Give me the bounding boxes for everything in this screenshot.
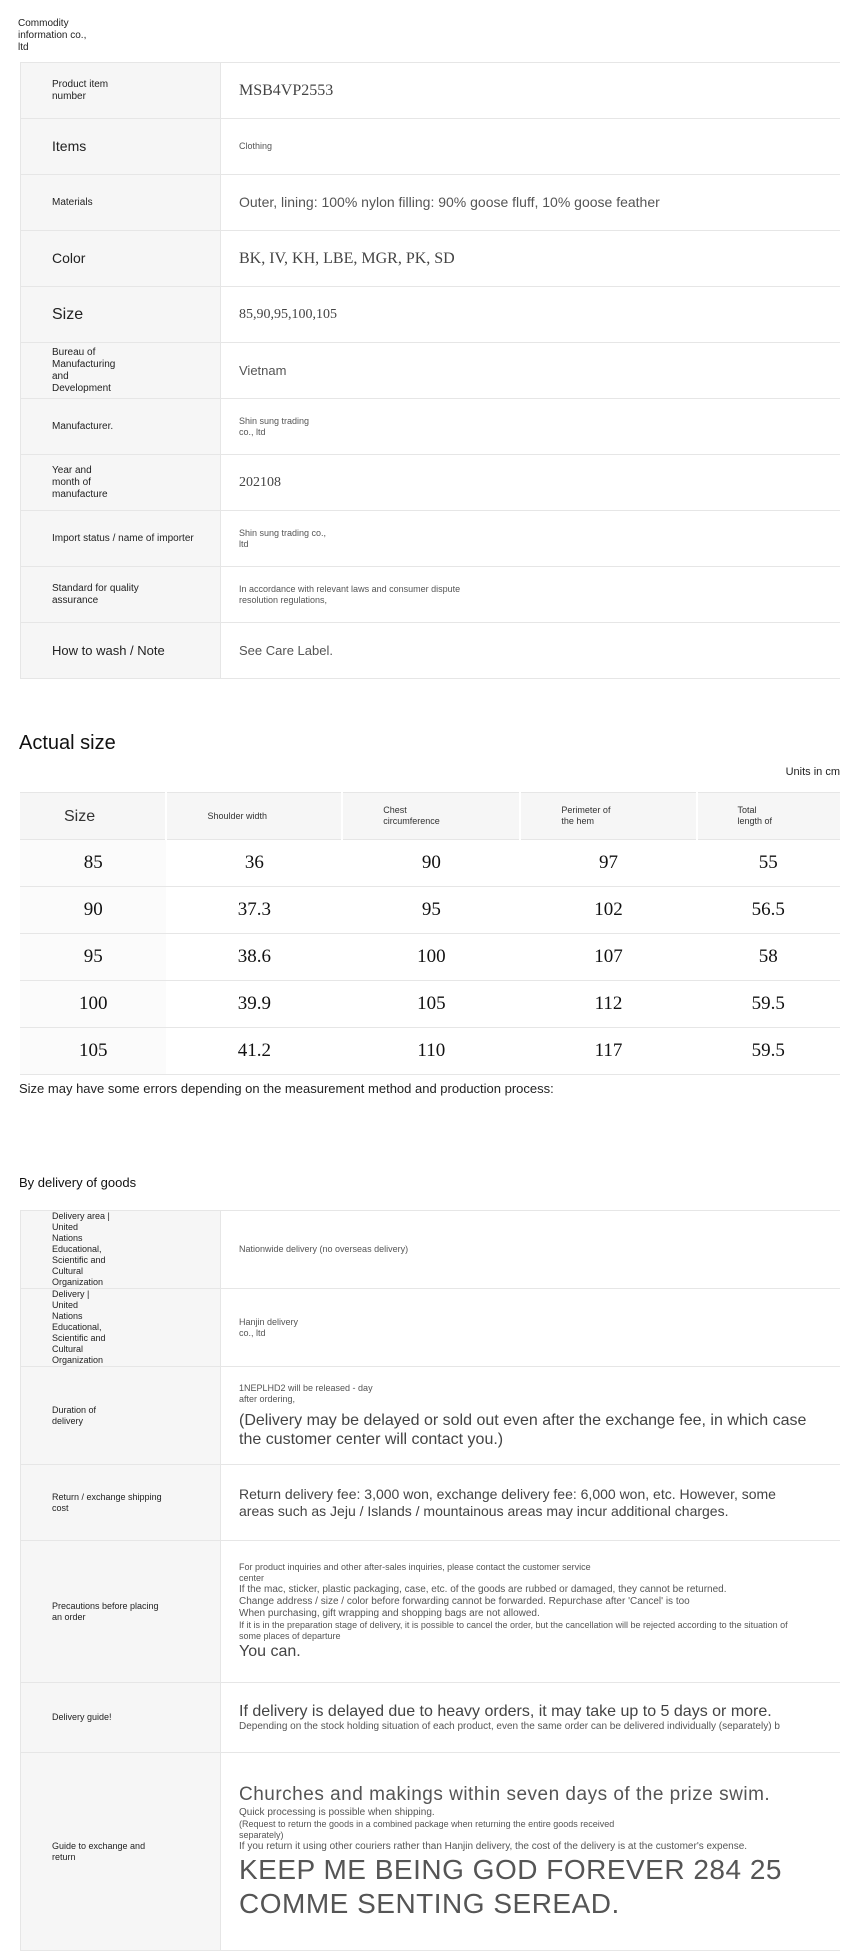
info-value: Shin sung trading co., ltd	[221, 511, 841, 567]
delivery-title: By delivery of goods	[19, 1175, 137, 1190]
info-value: 202108	[221, 455, 841, 511]
size-cell: 56.5	[697, 887, 840, 934]
delivery-row	[21, 1465, 841, 1541]
size-cell: 110	[342, 1028, 520, 1075]
delivery-text: You can.	[239, 1643, 301, 1660]
delivery-row	[21, 1289, 841, 1367]
info-row	[21, 63, 841, 119]
info-value: Vietnam	[221, 343, 841, 399]
size-col-header: Size	[20, 793, 166, 840]
delivery-text: Nationwide delivery (no overseas delivery)	[239, 1244, 409, 1254]
info-value: MSB4VP2553	[221, 63, 841, 119]
info-row	[21, 287, 841, 343]
info-label: Import status / name of importer	[21, 511, 221, 567]
size-cell: 105	[342, 981, 520, 1028]
size-col-header: Shoulder width	[166, 793, 342, 840]
delivery-value	[221, 1541, 841, 1683]
size-cell: 38.6	[166, 934, 342, 981]
delivery-text: 1NEPLHD2 will be released - day after ordering,	[239, 1382, 373, 1404]
size-cell: 100	[342, 934, 520, 981]
info-value: BK, IV, KH, LBE, MGR, PK, SD	[221, 231, 841, 287]
delivery-value	[221, 1211, 841, 1289]
delivery-value	[221, 1683, 841, 1753]
info-label: Standard for quality assurance	[21, 567, 221, 623]
size-cell: 95	[20, 934, 166, 981]
info-row	[21, 231, 841, 287]
delivery-label: Precautions before placing an order	[21, 1541, 221, 1683]
info-row	[21, 623, 841, 679]
info-row	[21, 119, 841, 175]
info-value: Shin sung trading co., ltd	[221, 399, 841, 455]
size-row	[20, 887, 840, 934]
delivery-text: If it is in the preparation stage of delivery, it is possible to cancel the order, but the cancellation will be rejected according to the situation of some places of departure	[239, 1620, 788, 1641]
size-cell: 37.3	[166, 887, 342, 934]
delivery-row	[21, 1753, 841, 1951]
delivery-row	[21, 1683, 841, 1753]
size-cell: 55	[697, 840, 840, 887]
size-col-header: Chest circumference	[342, 793, 520, 840]
delivery-text: For product inquiries and other after-sales inquiries, please contact the customer service center	[239, 1562, 591, 1583]
delivery-info-table	[20, 1210, 840, 1951]
size-cell: 107	[520, 934, 696, 981]
size-cell: 36	[166, 840, 342, 887]
size-cell: 117	[520, 1028, 696, 1075]
delivery-value	[221, 1465, 841, 1541]
info-label: How to wash / Note	[21, 623, 221, 679]
delivery-text: (Delivery may be delayed or sold out even after the exchange fee, in which case the customer center will contact you.)	[239, 1411, 807, 1448]
info-label: Bureau of Manufacturing and Development	[21, 343, 221, 399]
delivery-label: Guide to exchange and return	[21, 1753, 221, 1951]
info-row	[21, 511, 841, 567]
delivery-text: Churches and makings within seven days of the prize swim.	[239, 1783, 771, 1805]
size-row	[20, 840, 840, 887]
size-cell: 112	[520, 981, 696, 1028]
size-cell: 85	[20, 840, 166, 887]
size-row	[20, 1028, 840, 1075]
delivery-text: Depending on the stock holding situation of each product, even the same order can be delivered individually (separately) b	[239, 1721, 780, 1732]
delivery-text: Quick processing is possible when shipping.	[239, 1806, 435, 1818]
delivery-value	[221, 1289, 841, 1367]
size-chart-table	[20, 792, 840, 1075]
info-row	[21, 455, 841, 511]
info-label: Year and month of manufacture	[21, 455, 221, 511]
size-col-header: Total length of	[697, 793, 840, 840]
delivery-value	[221, 1753, 841, 1951]
delivery-text: Change address / size / color before forwarding cannot be forwarded. Repurchase after 'Cancel' is too	[239, 1596, 690, 1607]
delivery-text: Hanjin delivery co., ltd	[239, 1316, 299, 1338]
delivery-row	[21, 1211, 841, 1289]
info-label: Manufacturer.	[21, 399, 221, 455]
info-label: Size	[21, 287, 221, 343]
delivery-label: Delivery guide!	[21, 1683, 221, 1753]
size-cell: 59.5	[697, 1028, 840, 1075]
units-label: Units in cm	[785, 766, 840, 778]
info-label: Product item number	[21, 63, 221, 119]
info-value: Outer, lining: 100% nylon filling: 90% goose fluff, 10% goose feather	[221, 175, 841, 231]
product-info-table	[20, 62, 840, 679]
delivery-text: (Request to return the goods in a combined package when returning the entire goods received separately)	[239, 1818, 615, 1840]
actual-size-title: Actual size	[19, 732, 116, 754]
size-cell: 105	[20, 1028, 166, 1075]
info-row	[21, 399, 841, 455]
delivery-label: Delivery area | United Nations Educational, Scientific and Cultural Organization	[21, 1211, 221, 1289]
delivery-text: If you return it using other couriers rather than Hanjin delivery, the cost of the delivery is at the customer's expense.	[239, 1840, 748, 1852]
info-label: Items	[21, 119, 221, 175]
delivery-value	[221, 1367, 841, 1465]
size-cell: 95	[342, 887, 520, 934]
size-cell: 97	[520, 840, 696, 887]
size-cell: 102	[520, 887, 696, 934]
header-label: Commodity information co., ltd	[18, 18, 87, 53]
delivery-row	[21, 1541, 841, 1683]
delivery-text: KEEP ME BEING GOD FOREVER 284 25 COMME SENTING SEREAD.	[239, 1853, 782, 1919]
delivery-label: Duration of delivery	[21, 1367, 221, 1465]
delivery-label: Return / exchange shipping cost	[21, 1465, 221, 1541]
info-row	[21, 343, 841, 399]
info-value: 85,90,95,100,105	[221, 287, 841, 343]
size-cell: 90	[20, 887, 166, 934]
delivery-label: Delivery | United Nations Educational, Scientific and Cultural Organization	[21, 1289, 221, 1367]
size-cell: 39.9	[166, 981, 342, 1028]
info-row	[21, 567, 841, 623]
info-row	[21, 175, 841, 231]
size-cell: 100	[20, 981, 166, 1028]
info-label: Materials	[21, 175, 221, 231]
size-cell: 59.5	[697, 981, 840, 1028]
delivery-row	[21, 1367, 841, 1465]
size-cell: 41.2	[166, 1028, 342, 1075]
size-row	[20, 934, 840, 981]
size-col-header: Perimeter of the hem	[520, 793, 696, 840]
delivery-text: When purchasing, gift wrapping and shopping bags are not allowed.	[239, 1608, 540, 1619]
info-value: See Care Label.	[221, 623, 841, 679]
info-label: Color	[21, 231, 221, 287]
info-value: Clothing	[221, 119, 841, 175]
delivery-text: If delivery is delayed due to heavy orders, it may take up to 5 days or more.	[239, 1703, 772, 1720]
size-cell: 58	[697, 934, 840, 981]
delivery-text: Return delivery fee: 3,000 won, exchange delivery fee: 6,000 won, etc. However, some areas such as Jeju / Islands / mountainous areas may incur additional charges.	[239, 1485, 776, 1519]
info-value: In accordance with relevant laws and consumer dispute resolution regulations,	[221, 567, 841, 623]
size-row	[20, 981, 840, 1028]
size-cell: 90	[342, 840, 520, 887]
delivery-text: If the mac, sticker, plastic packaging, case, etc. of the goods are rubbed or damaged, they cannot be returned.	[239, 1584, 727, 1595]
size-note: Size may have some errors depending on the measurement method and production process:	[19, 1081, 554, 1096]
